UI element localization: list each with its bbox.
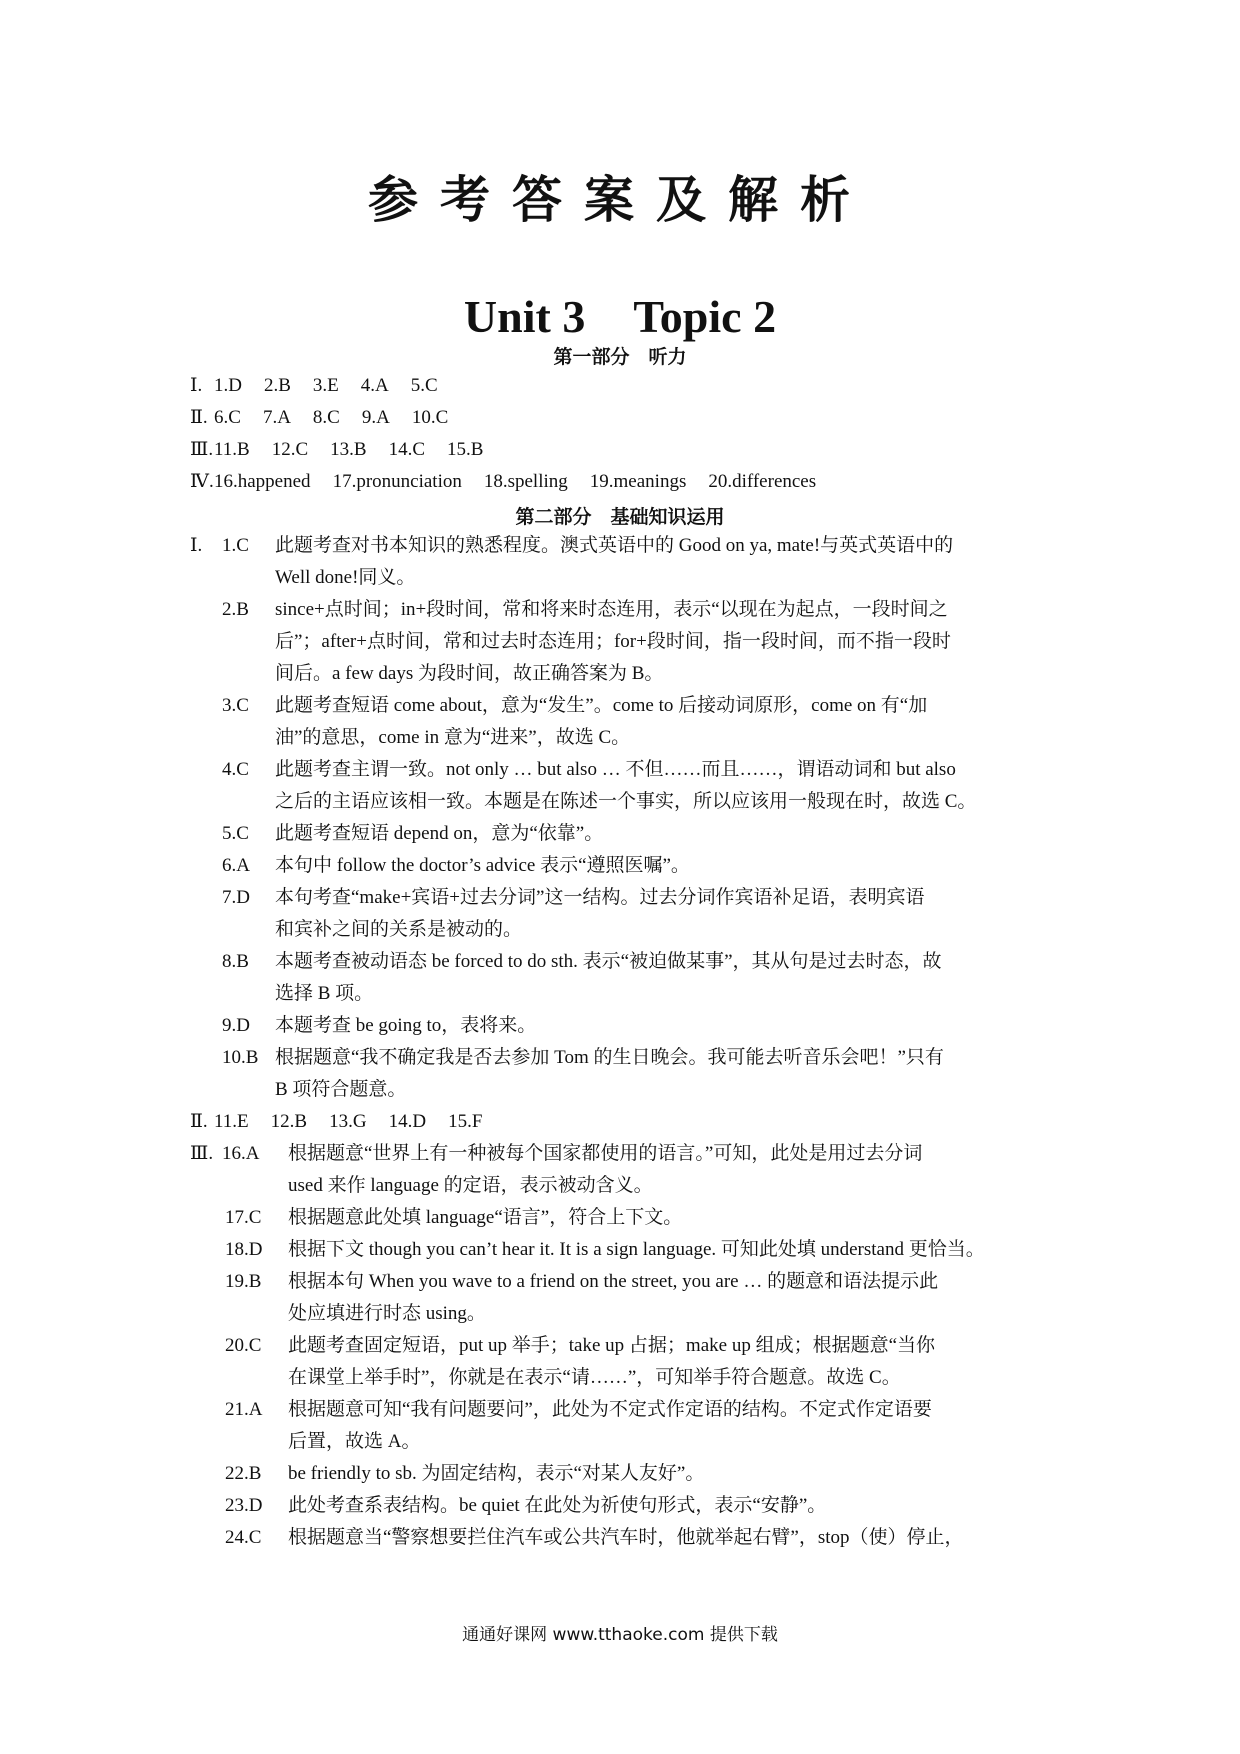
main-title: 参考答案及解析 xyxy=(368,171,872,229)
question-number: 5.C xyxy=(222,823,249,844)
listening-answer-row xyxy=(190,370,460,402)
unit-topic-title xyxy=(0,290,1240,343)
answer-item: 11.B xyxy=(214,439,250,460)
footer-download-note: 通通好课网 www.tthaoke.com 提供下载 xyxy=(462,1625,778,1645)
question-number: 1.C xyxy=(222,535,249,556)
answer-item: 12.C xyxy=(271,439,309,460)
answer-item: 11.E xyxy=(214,1111,249,1132)
section-numeral: Ⅱ. xyxy=(190,407,208,428)
explanation-line: 此题考查短语 come about，意为“发生”。come to 后接动词原形，come on 有“加 xyxy=(275,695,928,716)
part2-heading: 第二部分 基础知识运用 xyxy=(515,506,725,528)
explanation-line: 处应填进行时态 using。 xyxy=(288,1303,486,1324)
question-number: 24.C xyxy=(225,1527,262,1548)
explanation-line: 间后。a few days 为段时间，故正确答案为 B。 xyxy=(275,663,664,684)
explanation-line: 后”；after+点时间，常和过去时态连用；for+段时间，指一段时间，而不指一段时 xyxy=(275,631,951,652)
explanation-line: 本题考查 be going to，表将来。 xyxy=(275,1015,537,1036)
answer-item: 13.B xyxy=(330,439,367,460)
answer-item: 20.differences xyxy=(708,471,817,492)
answer-item: 6.C xyxy=(214,407,241,428)
answer-item: 15.B xyxy=(447,439,484,460)
answer-item: 17.pronunciation xyxy=(332,471,462,492)
section-numeral: Ⅲ. xyxy=(190,1143,214,1164)
explanation-line: 根据题意“世界上有一种被每个国家都使用的语言。”可知，此处是用过去分词 xyxy=(288,1143,923,1164)
explanation-line: 油”的意思，come in 意为“进来”，故选 C。 xyxy=(275,727,631,748)
answer-item: 18.spelling xyxy=(483,471,568,492)
question-number: 21.A xyxy=(225,1399,263,1420)
answer-item: 9.A xyxy=(361,407,390,428)
listening-answer-row xyxy=(190,434,505,466)
answer-item: 8.C xyxy=(312,407,340,428)
question-number: 3.C xyxy=(222,695,249,716)
explanation-line: 之后的主语应该相一致。本题是在陈述一个事实，所以应该用一般现在时，故选 C。 xyxy=(275,791,977,812)
answer-item: 13.G xyxy=(329,1111,367,1132)
explanation-line: Well done!同义。 xyxy=(275,567,416,588)
question-number: 23.D xyxy=(225,1495,263,1516)
explanation-line: 本题考查被动语态 be forced to do sth. 表示“被迫做某事”，其从句是过去时态，故 xyxy=(275,951,942,972)
answer-item: 19.meanings xyxy=(589,471,687,492)
question-number: 7.D xyxy=(222,887,250,908)
explanation-line: B 项符合题意。 xyxy=(275,1079,407,1100)
explanation-line: 根据题意此处填 language“语言”，符合上下文。 xyxy=(288,1207,683,1228)
answer-item: 3.E xyxy=(312,375,339,396)
question-number: 8.B xyxy=(222,951,249,972)
question-number: 20.C xyxy=(225,1335,262,1356)
answer-item: 15.F xyxy=(448,1111,483,1132)
part1-heading: 第一部分 听力 xyxy=(553,346,687,368)
listening-answer-row xyxy=(190,402,470,434)
question-number: 4.C xyxy=(222,759,249,780)
explanation-line: 此题考查对书本知识的熟悉程度。澳式英语中的 Good on ya, mate!与英式英语中的 xyxy=(275,535,954,556)
answer-item: 7.A xyxy=(262,407,291,428)
listening-answer-row xyxy=(190,466,838,498)
question-number: 19.B xyxy=(225,1271,262,1292)
explanation-line: 根据题意当“警察想要拦住汽车或公共汽车时，他就举起右臂”，stop（使）停止， xyxy=(288,1527,964,1548)
answer-item: 14.D xyxy=(388,1111,427,1132)
question-number: 9.D xyxy=(222,1015,250,1036)
explanation-line: 此题考查固定短语，put up 举手；take up 占据；make up 组成；根据题意“当你 xyxy=(288,1335,936,1356)
unit-label: Unit 3 xyxy=(463,291,586,342)
answer-item: 1.D xyxy=(214,375,242,396)
section-numeral: Ⅰ. xyxy=(190,375,203,396)
answer-item: 5.C xyxy=(410,375,438,396)
answer-item: 10.C xyxy=(411,407,449,428)
explanation-line: 此题考查主谓一致。not only … but also … 不但……而且……，谓语动词和 but also xyxy=(275,759,956,780)
explanation-line: 根据本句 When you wave to a friend on the street, you are … 的题意和语法提示此 xyxy=(288,1271,939,1292)
question-number: 10.B xyxy=(222,1047,259,1068)
explanation-line: 此处考查系表结构。be quiet 在此处为祈使句形式，表示“安静”。 xyxy=(288,1495,827,1516)
question-number: 18.D xyxy=(225,1239,263,1260)
answer-item: 12.B xyxy=(270,1111,308,1132)
explanation-line: 根据下文 though you can’t hear it. It is a sign language. 可知此处填 understand 更恰当。 xyxy=(288,1239,985,1260)
explanation-line: be friendly to sb. 为固定结构，表示“对某人友好”。 xyxy=(288,1463,705,1484)
answer-item: 4.A xyxy=(360,375,389,396)
question-number: 17.C xyxy=(225,1207,262,1228)
explanation-line: 本句中 follow the doctor’s advice 表示“遵照医嘱”。 xyxy=(275,855,690,876)
answer-item: 2.B xyxy=(263,375,291,396)
explanation-line: 选择 B 项。 xyxy=(275,983,374,1004)
answer-item: 14.C xyxy=(388,439,426,460)
explanation-line: 根据题意“我不确定我是否去参加 Tom 的生日晚会。我可能去听音乐会吧！”只有 xyxy=(275,1047,944,1068)
explanation-line: 此题考查短语 depend on，意为“依靠”。 xyxy=(275,823,604,844)
section-numeral: Ⅰ. xyxy=(190,535,203,556)
section-numeral: Ⅲ. xyxy=(190,439,214,460)
explanation-line: 在课堂上举手时”，你就是在表示“请……”，可知举手符合题意。故选 C。 xyxy=(288,1367,901,1388)
explanation-line: 后置，故选 A。 xyxy=(288,1431,421,1452)
section-numeral: Ⅳ. xyxy=(190,471,214,492)
section-numeral: Ⅱ. xyxy=(190,1111,208,1132)
question-number: 2.B xyxy=(222,599,249,620)
explanation-line: since+点时间；in+段时间，常和将来时态连用，表示“以现在为起点，一段时间之 xyxy=(275,599,948,620)
topic-label: Topic 2 xyxy=(633,291,777,342)
explanation-line: used 来作 language 的定语，表示被动含义。 xyxy=(288,1175,653,1196)
explanation-line: 本句考查“make+宾语+过去分词”这一结构。过去分词作宾语补足语，表明宾语 xyxy=(275,887,925,908)
question-number: 22.B xyxy=(225,1463,262,1484)
cloze-answer-row xyxy=(190,1106,504,1138)
explanation-line: 和宾补之间的关系是被动的。 xyxy=(275,919,523,940)
question-number: 6.A xyxy=(222,855,250,876)
question-number: 16.A xyxy=(222,1143,260,1164)
answer-item: 16.happened xyxy=(214,471,311,492)
explanation-line: 根据题意可知“我有问题要问”，此处为不定式作定语的结构。不定式作定语要 xyxy=(288,1399,932,1420)
